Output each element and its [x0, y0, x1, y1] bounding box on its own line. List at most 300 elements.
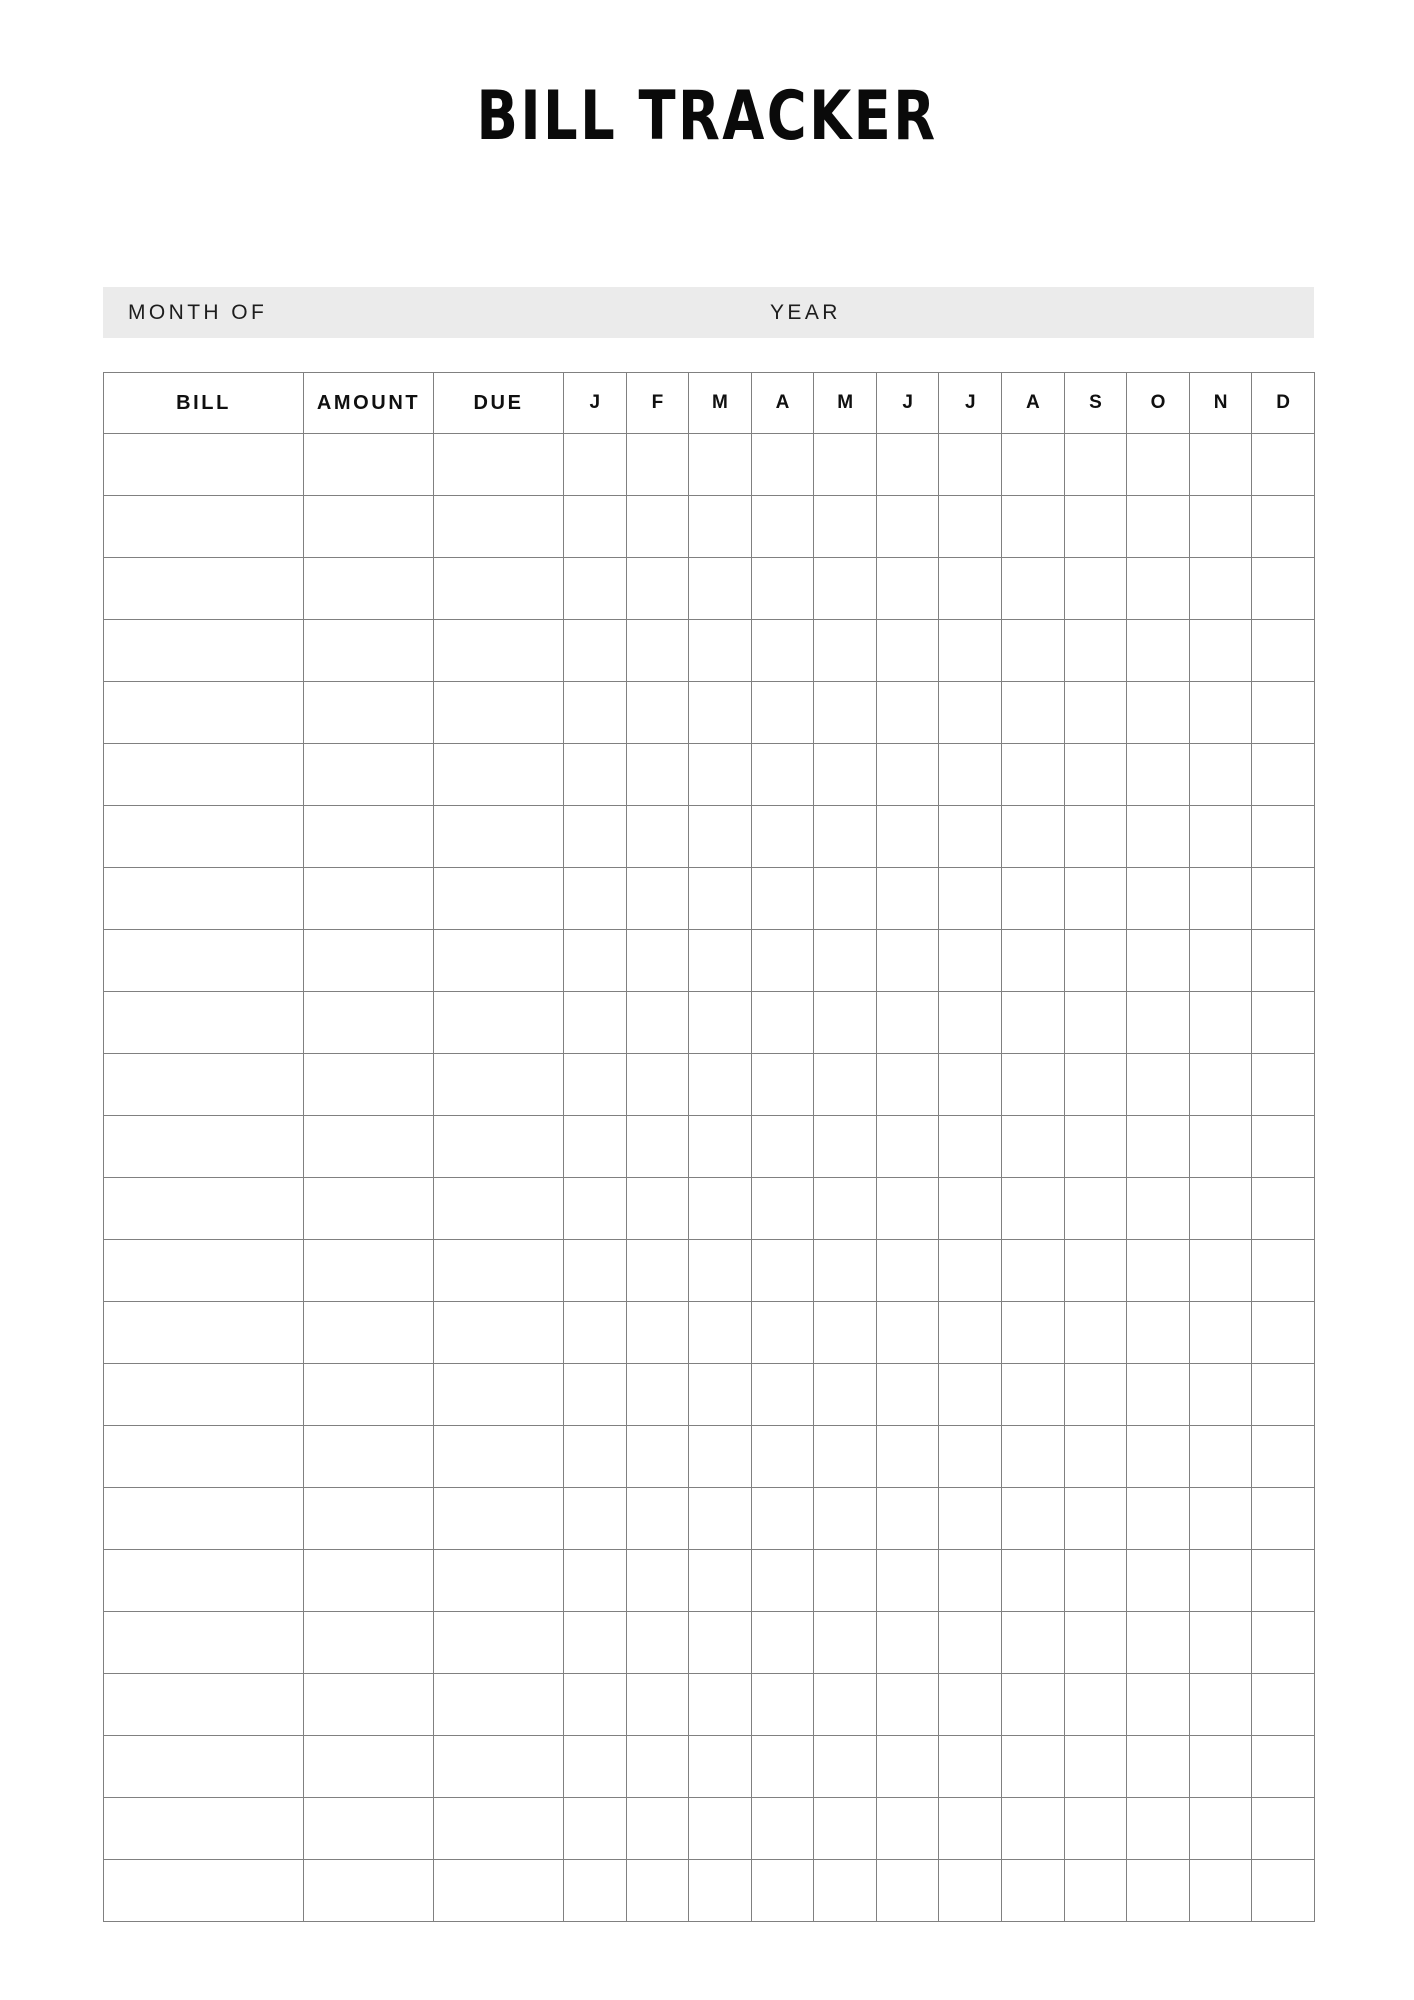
month-checkbox-cell[interactable]: [1189, 1488, 1252, 1550]
month-checkbox-cell[interactable]: [1252, 1426, 1315, 1488]
due-cell[interactable]: [434, 1240, 564, 1302]
month-checkbox-cell[interactable]: [876, 1178, 939, 1240]
month-checkbox-cell[interactable]: [1002, 434, 1065, 496]
due-cell[interactable]: [434, 1116, 564, 1178]
month-checkbox-cell[interactable]: [1189, 1550, 1252, 1612]
amount-cell[interactable]: [304, 1178, 434, 1240]
due-cell[interactable]: [434, 1054, 564, 1116]
due-cell[interactable]: [434, 744, 564, 806]
due-cell[interactable]: [434, 1612, 564, 1674]
month-checkbox-cell[interactable]: [689, 496, 752, 558]
month-checkbox-cell[interactable]: [1189, 1116, 1252, 1178]
month-checkbox-cell[interactable]: [939, 1054, 1002, 1116]
bill-cell[interactable]: [104, 1550, 304, 1612]
month-checkbox-cell[interactable]: [564, 1488, 627, 1550]
month-checkbox-cell[interactable]: [1189, 1240, 1252, 1302]
month-checkbox-cell[interactable]: [1002, 496, 1065, 558]
month-checkbox-cell[interactable]: [689, 806, 752, 868]
month-checkbox-cell[interactable]: [564, 1178, 627, 1240]
month-checkbox-cell[interactable]: [751, 1612, 814, 1674]
due-cell[interactable]: [434, 682, 564, 744]
month-checkbox-cell[interactable]: [1127, 1178, 1190, 1240]
due-cell[interactable]: [434, 1860, 564, 1922]
month-checkbox-cell[interactable]: [1252, 1550, 1315, 1612]
month-checkbox-cell[interactable]: [1127, 930, 1190, 992]
month-checkbox-cell[interactable]: [939, 1426, 1002, 1488]
due-cell[interactable]: [434, 620, 564, 682]
month-checkbox-cell[interactable]: [1252, 1302, 1315, 1364]
month-checkbox-cell[interactable]: [751, 620, 814, 682]
month-checkbox-cell[interactable]: [1189, 1736, 1252, 1798]
month-checkbox-cell[interactable]: [626, 1612, 689, 1674]
month-checkbox-cell[interactable]: [814, 806, 877, 868]
month-checkbox-cell[interactable]: [1127, 496, 1190, 558]
month-checkbox-cell[interactable]: [1189, 806, 1252, 868]
due-cell[interactable]: [434, 1798, 564, 1860]
month-checkbox-cell[interactable]: [1002, 1054, 1065, 1116]
month-checkbox-cell[interactable]: [1064, 806, 1127, 868]
month-checkbox-cell[interactable]: [751, 1178, 814, 1240]
month-checkbox-cell[interactable]: [814, 868, 877, 930]
due-cell[interactable]: [434, 1736, 564, 1798]
bill-cell[interactable]: [104, 1178, 304, 1240]
month-checkbox-cell[interactable]: [689, 682, 752, 744]
month-checkbox-cell[interactable]: [1127, 1426, 1190, 1488]
month-checkbox-cell[interactable]: [564, 1550, 627, 1612]
month-checkbox-cell[interactable]: [626, 868, 689, 930]
month-checkbox-cell[interactable]: [1064, 1364, 1127, 1426]
month-checkbox-cell[interactable]: [689, 558, 752, 620]
amount-cell[interactable]: [304, 1240, 434, 1302]
month-checkbox-cell[interactable]: [1189, 1302, 1252, 1364]
month-checkbox-cell[interactable]: [1252, 434, 1315, 496]
month-checkbox-cell[interactable]: [751, 1426, 814, 1488]
month-checkbox-cell[interactable]: [1127, 1302, 1190, 1364]
month-checkbox-cell[interactable]: [1064, 1550, 1127, 1612]
month-checkbox-cell[interactable]: [751, 930, 814, 992]
month-checkbox-cell[interactable]: [751, 868, 814, 930]
month-checkbox-cell[interactable]: [689, 930, 752, 992]
month-checkbox-cell[interactable]: [876, 1054, 939, 1116]
month-checkbox-cell[interactable]: [1127, 1612, 1190, 1674]
month-checkbox-cell[interactable]: [1252, 1364, 1315, 1426]
bill-cell[interactable]: [104, 1054, 304, 1116]
month-checkbox-cell[interactable]: [1127, 1798, 1190, 1860]
month-checkbox-cell[interactable]: [689, 744, 752, 806]
month-checkbox-cell[interactable]: [1189, 868, 1252, 930]
bill-cell[interactable]: [104, 1612, 304, 1674]
month-checkbox-cell[interactable]: [689, 1612, 752, 1674]
month-checkbox-cell[interactable]: [1127, 1860, 1190, 1922]
month-checkbox-cell[interactable]: [1127, 1488, 1190, 1550]
month-checkbox-cell[interactable]: [626, 1302, 689, 1364]
bill-cell[interactable]: [104, 1426, 304, 1488]
month-checkbox-cell[interactable]: [1189, 930, 1252, 992]
due-cell[interactable]: [434, 496, 564, 558]
month-checkbox-cell[interactable]: [1127, 744, 1190, 806]
month-checkbox-cell[interactable]: [626, 1364, 689, 1426]
month-checkbox-cell[interactable]: [876, 1426, 939, 1488]
month-checkbox-cell[interactable]: [814, 1488, 877, 1550]
month-checkbox-cell[interactable]: [751, 1550, 814, 1612]
month-checkbox-cell[interactable]: [564, 1674, 627, 1736]
month-checkbox-cell[interactable]: [564, 1302, 627, 1364]
month-checkbox-cell[interactable]: [689, 1488, 752, 1550]
month-checkbox-cell[interactable]: [626, 558, 689, 620]
month-checkbox-cell[interactable]: [1252, 1798, 1315, 1860]
month-checkbox-cell[interactable]: [1189, 1054, 1252, 1116]
month-checkbox-cell[interactable]: [1252, 1674, 1315, 1736]
month-checkbox-cell[interactable]: [814, 682, 877, 744]
month-checkbox-cell[interactable]: [564, 1116, 627, 1178]
month-checkbox-cell[interactable]: [1127, 1116, 1190, 1178]
due-cell[interactable]: [434, 868, 564, 930]
month-checkbox-cell[interactable]: [1252, 620, 1315, 682]
month-checkbox-cell[interactable]: [939, 496, 1002, 558]
month-checkbox-cell[interactable]: [1064, 930, 1127, 992]
month-checkbox-cell[interactable]: [1252, 682, 1315, 744]
month-checkbox-cell[interactable]: [1189, 558, 1252, 620]
amount-cell[interactable]: [304, 1302, 434, 1364]
month-checkbox-cell[interactable]: [1002, 620, 1065, 682]
month-checkbox-cell[interactable]: [751, 744, 814, 806]
month-checkbox-cell[interactable]: [626, 1426, 689, 1488]
month-checkbox-cell[interactable]: [564, 868, 627, 930]
month-checkbox-cell[interactable]: [1189, 744, 1252, 806]
month-checkbox-cell[interactable]: [1002, 1860, 1065, 1922]
month-checkbox-cell[interactable]: [939, 1364, 1002, 1426]
month-checkbox-cell[interactable]: [689, 1302, 752, 1364]
due-cell[interactable]: [434, 558, 564, 620]
month-checkbox-cell[interactable]: [1002, 1550, 1065, 1612]
due-cell[interactable]: [434, 434, 564, 496]
due-cell[interactable]: [434, 1364, 564, 1426]
bill-cell[interactable]: [104, 806, 304, 868]
month-checkbox-cell[interactable]: [1064, 1302, 1127, 1364]
amount-cell[interactable]: [304, 1550, 434, 1612]
month-checkbox-cell[interactable]: [876, 868, 939, 930]
bill-cell[interactable]: [104, 1240, 304, 1302]
month-checkbox-cell[interactable]: [1189, 1674, 1252, 1736]
month-checkbox-cell[interactable]: [1064, 434, 1127, 496]
month-checkbox-cell[interactable]: [939, 1178, 1002, 1240]
month-checkbox-cell[interactable]: [1127, 868, 1190, 930]
month-checkbox-cell[interactable]: [689, 1364, 752, 1426]
bill-cell[interactable]: [104, 868, 304, 930]
month-checkbox-cell[interactable]: [939, 434, 1002, 496]
month-checkbox-cell[interactable]: [814, 1240, 877, 1302]
month-checkbox-cell[interactable]: [1189, 1798, 1252, 1860]
month-checkbox-cell[interactable]: [1189, 496, 1252, 558]
month-checkbox-cell[interactable]: [1002, 1178, 1065, 1240]
month-checkbox-cell[interactable]: [1252, 744, 1315, 806]
month-checkbox-cell[interactable]: [939, 744, 1002, 806]
month-checkbox-cell[interactable]: [876, 1674, 939, 1736]
month-checkbox-cell[interactable]: [1127, 682, 1190, 744]
month-checkbox-cell[interactable]: [751, 1860, 814, 1922]
due-cell[interactable]: [434, 1426, 564, 1488]
month-checkbox-cell[interactable]: [751, 1302, 814, 1364]
due-cell[interactable]: [434, 1550, 564, 1612]
due-cell[interactable]: [434, 992, 564, 1054]
amount-cell[interactable]: [304, 1612, 434, 1674]
amount-cell[interactable]: [304, 744, 434, 806]
month-checkbox-cell[interactable]: [1002, 1488, 1065, 1550]
month-checkbox-cell[interactable]: [1189, 1178, 1252, 1240]
month-checkbox-cell[interactable]: [1002, 930, 1065, 992]
month-checkbox-cell[interactable]: [1064, 1488, 1127, 1550]
month-checkbox-cell[interactable]: [1064, 682, 1127, 744]
month-checkbox-cell[interactable]: [626, 620, 689, 682]
month-checkbox-cell[interactable]: [1002, 558, 1065, 620]
month-checkbox-cell[interactable]: [1002, 1674, 1065, 1736]
month-checkbox-cell[interactable]: [751, 682, 814, 744]
due-cell[interactable]: [434, 1674, 564, 1736]
month-checkbox-cell[interactable]: [939, 868, 1002, 930]
month-checkbox-cell[interactable]: [1189, 682, 1252, 744]
month-checkbox-cell[interactable]: [564, 1426, 627, 1488]
month-checkbox-cell[interactable]: [626, 1674, 689, 1736]
month-checkbox-cell[interactable]: [1189, 434, 1252, 496]
month-checkbox-cell[interactable]: [1189, 620, 1252, 682]
month-checkbox-cell[interactable]: [939, 682, 1002, 744]
month-checkbox-cell[interactable]: [939, 1736, 1002, 1798]
month-checkbox-cell[interactable]: [626, 992, 689, 1054]
month-checkbox-cell[interactable]: [1002, 1116, 1065, 1178]
month-checkbox-cell[interactable]: [1127, 992, 1190, 1054]
month-checkbox-cell[interactable]: [1127, 620, 1190, 682]
month-checkbox-cell[interactable]: [564, 1860, 627, 1922]
amount-cell[interactable]: [304, 930, 434, 992]
month-checkbox-cell[interactable]: [1064, 558, 1127, 620]
amount-cell[interactable]: [304, 1674, 434, 1736]
month-checkbox-cell[interactable]: [689, 1860, 752, 1922]
month-checkbox-cell[interactable]: [751, 1364, 814, 1426]
month-checkbox-cell[interactable]: [564, 930, 627, 992]
month-checkbox-cell[interactable]: [564, 1736, 627, 1798]
month-checkbox-cell[interactable]: [751, 1736, 814, 1798]
month-checkbox-cell[interactable]: [1002, 992, 1065, 1054]
month-checkbox-cell[interactable]: [564, 1612, 627, 1674]
month-checkbox-cell[interactable]: [1127, 1054, 1190, 1116]
month-checkbox-cell[interactable]: [876, 1550, 939, 1612]
month-checkbox-cell[interactable]: [939, 992, 1002, 1054]
month-checkbox-cell[interactable]: [1127, 806, 1190, 868]
month-checkbox-cell[interactable]: [564, 558, 627, 620]
due-cell[interactable]: [434, 1178, 564, 1240]
month-checkbox-cell[interactable]: [1127, 1550, 1190, 1612]
month-checkbox-cell[interactable]: [1002, 1612, 1065, 1674]
month-checkbox-cell[interactable]: [1127, 1736, 1190, 1798]
month-checkbox-cell[interactable]: [876, 1612, 939, 1674]
month-checkbox-cell[interactable]: [751, 1488, 814, 1550]
month-checkbox-cell[interactable]: [939, 558, 1002, 620]
month-checkbox-cell[interactable]: [626, 806, 689, 868]
month-checkbox-cell[interactable]: [1002, 1426, 1065, 1488]
month-checkbox-cell[interactable]: [626, 1488, 689, 1550]
month-checkbox-cell[interactable]: [939, 1674, 1002, 1736]
month-checkbox-cell[interactable]: [751, 1798, 814, 1860]
month-checkbox-cell[interactable]: [564, 620, 627, 682]
bill-cell[interactable]: [104, 682, 304, 744]
amount-cell[interactable]: [304, 1736, 434, 1798]
bill-cell[interactable]: [104, 1798, 304, 1860]
month-checkbox-cell[interactable]: [1127, 1364, 1190, 1426]
month-checkbox-cell[interactable]: [814, 1364, 877, 1426]
month-checkbox-cell[interactable]: [876, 1364, 939, 1426]
month-checkbox-cell[interactable]: [626, 1550, 689, 1612]
month-checkbox-cell[interactable]: [876, 1860, 939, 1922]
month-checkbox-cell[interactable]: [1064, 1426, 1127, 1488]
month-checkbox-cell[interactable]: [689, 1240, 752, 1302]
month-checkbox-cell[interactable]: [814, 1426, 877, 1488]
month-checkbox-cell[interactable]: [1127, 434, 1190, 496]
month-checkbox-cell[interactable]: [814, 1054, 877, 1116]
month-checkbox-cell[interactable]: [939, 1116, 1002, 1178]
month-checkbox-cell[interactable]: [1002, 1798, 1065, 1860]
month-checkbox-cell[interactable]: [876, 1736, 939, 1798]
month-checkbox-cell[interactable]: [1002, 744, 1065, 806]
month-checkbox-cell[interactable]: [689, 1550, 752, 1612]
month-checkbox-cell[interactable]: [1127, 1240, 1190, 1302]
month-checkbox-cell[interactable]: [1252, 1736, 1315, 1798]
month-checkbox-cell[interactable]: [689, 620, 752, 682]
due-cell[interactable]: [434, 806, 564, 868]
month-checkbox-cell[interactable]: [626, 1116, 689, 1178]
bill-cell[interactable]: [104, 1736, 304, 1798]
month-checkbox-cell[interactable]: [626, 1736, 689, 1798]
month-checkbox-cell[interactable]: [626, 1798, 689, 1860]
month-checkbox-cell[interactable]: [689, 1736, 752, 1798]
due-cell[interactable]: [434, 1302, 564, 1364]
amount-cell[interactable]: [304, 496, 434, 558]
month-checkbox-cell[interactable]: [814, 1612, 877, 1674]
month-checkbox-cell[interactable]: [876, 1302, 939, 1364]
month-checkbox-cell[interactable]: [1252, 1116, 1315, 1178]
month-checkbox-cell[interactable]: [1064, 1116, 1127, 1178]
amount-cell[interactable]: [304, 868, 434, 930]
month-checkbox-cell[interactable]: [751, 434, 814, 496]
month-checkbox-cell[interactable]: [814, 1736, 877, 1798]
month-checkbox-cell[interactable]: [689, 868, 752, 930]
month-checkbox-cell[interactable]: [1002, 1364, 1065, 1426]
bill-cell[interactable]: [104, 1302, 304, 1364]
month-checkbox-cell[interactable]: [626, 1178, 689, 1240]
month-checkbox-cell[interactable]: [1002, 1302, 1065, 1364]
month-checkbox-cell[interactable]: [1252, 1240, 1315, 1302]
month-checkbox-cell[interactable]: [1127, 1674, 1190, 1736]
month-checkbox-cell[interactable]: [689, 1798, 752, 1860]
bill-cell[interactable]: [104, 1364, 304, 1426]
month-checkbox-cell[interactable]: [564, 1240, 627, 1302]
month-checkbox-cell[interactable]: [1189, 992, 1252, 1054]
month-checkbox-cell[interactable]: [1252, 496, 1315, 558]
amount-cell[interactable]: [304, 1364, 434, 1426]
month-checkbox-cell[interactable]: [1064, 868, 1127, 930]
month-checkbox-cell[interactable]: [626, 1054, 689, 1116]
month-checkbox-cell[interactable]: [1252, 558, 1315, 620]
amount-cell[interactable]: [304, 682, 434, 744]
bill-cell[interactable]: [104, 744, 304, 806]
bill-cell[interactable]: [104, 1488, 304, 1550]
month-checkbox-cell[interactable]: [876, 682, 939, 744]
month-checkbox-cell[interactable]: [751, 1240, 814, 1302]
month-checkbox-cell[interactable]: [626, 744, 689, 806]
month-checkbox-cell[interactable]: [1189, 1612, 1252, 1674]
month-checkbox-cell[interactable]: [751, 806, 814, 868]
bill-cell[interactable]: [104, 1674, 304, 1736]
month-checkbox-cell[interactable]: [626, 930, 689, 992]
month-checkbox-cell[interactable]: [1252, 868, 1315, 930]
month-checkbox-cell[interactable]: [1252, 1860, 1315, 1922]
month-checkbox-cell[interactable]: [689, 1674, 752, 1736]
month-checkbox-cell[interactable]: [814, 744, 877, 806]
month-checkbox-cell[interactable]: [564, 1054, 627, 1116]
month-checkbox-cell[interactable]: [1252, 1488, 1315, 1550]
month-checkbox-cell[interactable]: [751, 496, 814, 558]
month-checkbox-cell[interactable]: [1252, 992, 1315, 1054]
month-checkbox-cell[interactable]: [876, 558, 939, 620]
month-checkbox-cell[interactable]: [1189, 1860, 1252, 1922]
month-checkbox-cell[interactable]: [876, 1488, 939, 1550]
month-checkbox-cell[interactable]: [689, 1054, 752, 1116]
month-checkbox-cell[interactable]: [814, 1860, 877, 1922]
month-checkbox-cell[interactable]: [626, 496, 689, 558]
month-checkbox-cell[interactable]: [939, 1550, 1002, 1612]
month-checkbox-cell[interactable]: [1252, 1612, 1315, 1674]
month-checkbox-cell[interactable]: [1252, 1054, 1315, 1116]
month-checkbox-cell[interactable]: [939, 1612, 1002, 1674]
month-checkbox-cell[interactable]: [626, 434, 689, 496]
amount-cell[interactable]: [304, 806, 434, 868]
month-checkbox-cell[interactable]: [814, 1550, 877, 1612]
month-checkbox-cell[interactable]: [751, 1674, 814, 1736]
month-checkbox-cell[interactable]: [939, 1240, 1002, 1302]
month-checkbox-cell[interactable]: [689, 1116, 752, 1178]
month-checkbox-cell[interactable]: [814, 992, 877, 1054]
month-checkbox-cell[interactable]: [939, 1488, 1002, 1550]
amount-cell[interactable]: [304, 1860, 434, 1922]
month-checkbox-cell[interactable]: [1064, 1240, 1127, 1302]
month-checkbox-cell[interactable]: [1002, 1736, 1065, 1798]
month-checkbox-cell[interactable]: [1064, 1860, 1127, 1922]
month-checkbox-cell[interactable]: [939, 1860, 1002, 1922]
month-checkbox-cell[interactable]: [1127, 558, 1190, 620]
month-checkbox-cell[interactable]: [939, 1302, 1002, 1364]
month-checkbox-cell[interactable]: [1064, 1612, 1127, 1674]
amount-cell[interactable]: [304, 1054, 434, 1116]
month-checkbox-cell[interactable]: [1064, 992, 1127, 1054]
month-checkbox-cell[interactable]: [751, 992, 814, 1054]
month-checkbox-cell[interactable]: [939, 1798, 1002, 1860]
month-checkbox-cell[interactable]: [939, 806, 1002, 868]
month-checkbox-cell[interactable]: [1064, 1178, 1127, 1240]
month-checkbox-cell[interactable]: [876, 1798, 939, 1860]
due-cell[interactable]: [434, 930, 564, 992]
month-checkbox-cell[interactable]: [1064, 744, 1127, 806]
month-checkbox-cell[interactable]: [1252, 806, 1315, 868]
amount-cell[interactable]: [304, 1798, 434, 1860]
month-checkbox-cell[interactable]: [1064, 496, 1127, 558]
month-checkbox-cell[interactable]: [564, 1364, 627, 1426]
month-checkbox-cell[interactable]: [564, 1798, 627, 1860]
month-checkbox-cell[interactable]: [564, 496, 627, 558]
bill-cell[interactable]: [104, 558, 304, 620]
amount-cell[interactable]: [304, 1426, 434, 1488]
month-checkbox-cell[interactable]: [751, 1116, 814, 1178]
month-checkbox-cell[interactable]: [564, 992, 627, 1054]
amount-cell[interactable]: [304, 1488, 434, 1550]
